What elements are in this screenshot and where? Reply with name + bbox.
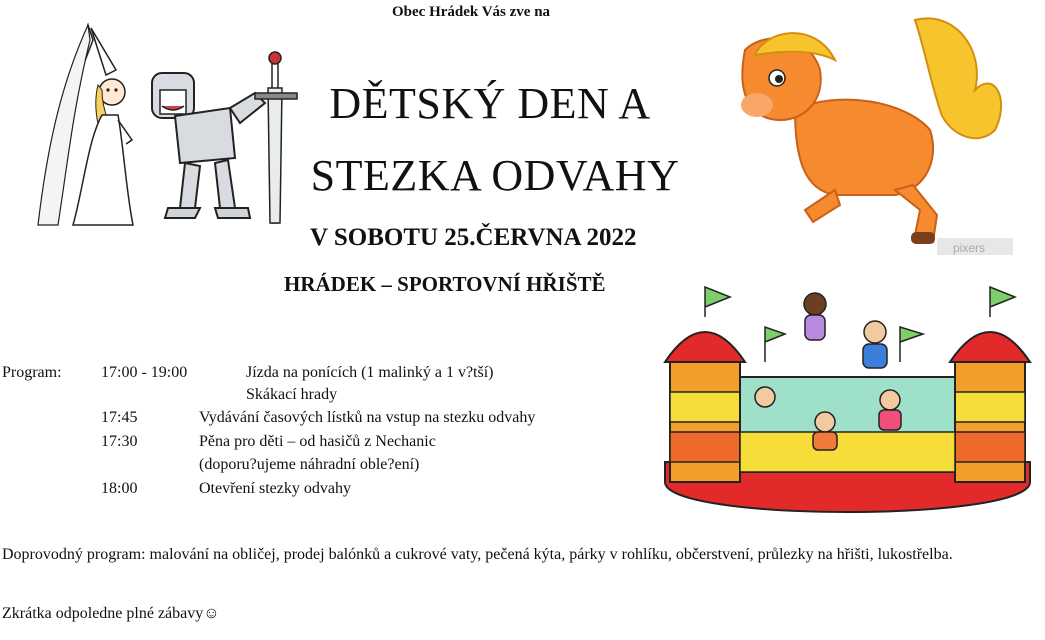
bouncy-castle-illustration: [655, 282, 1040, 527]
title-line-2: STEZKA ODVAHY: [310, 151, 680, 200]
event-date: V SOBOTU 25.ČERVNA 2022: [310, 224, 637, 251]
program-time: 17:45: [101, 409, 138, 426]
accompanying-program: Doprovodný program: malování na obličej, prodej balónků a cukrové vaty, pečená kýta, párky v rohlíku, občerstvení, průlezky na hřišti, lukostřelba.: [2, 546, 953, 563]
program-text: (doporu?ujeme náhradní oble?ení): [199, 456, 420, 473]
program-label: Program:: [2, 364, 62, 381]
program-time: 17:00 - 19:00: [101, 364, 188, 381]
program-text: Vydávání časových lístků na vstup na stezku odvahy: [199, 409, 536, 426]
princess-illustration: [28, 20, 138, 235]
invitation-line: Obec Hrádek Vás zve na: [392, 4, 551, 20]
knight-illustration: [140, 48, 300, 228]
event-place: HRÁDEK – SPORTOVNÍ HŘIŠTĚ: [284, 272, 606, 296]
title-line-1: DĚTSKÝ DEN A: [329, 79, 651, 128]
program-text: Skákací hrady: [246, 386, 338, 403]
program-time: 17:30: [101, 433, 138, 450]
closing-line: Zkrátka odpoledne plné zábavy☺: [2, 605, 220, 622]
program-text: Pěna pro děti – od hasičů z Nechanic: [199, 433, 436, 450]
program-text: Jízda na ponících (1 malinký a 1 v?tší): [246, 364, 494, 381]
program-time: 18:00: [101, 480, 138, 497]
watermark-text: pixers: [953, 241, 986, 255]
pony-illustration: [725, 10, 1025, 255]
program-text: Otevření stezky odvahy: [199, 480, 351, 497]
